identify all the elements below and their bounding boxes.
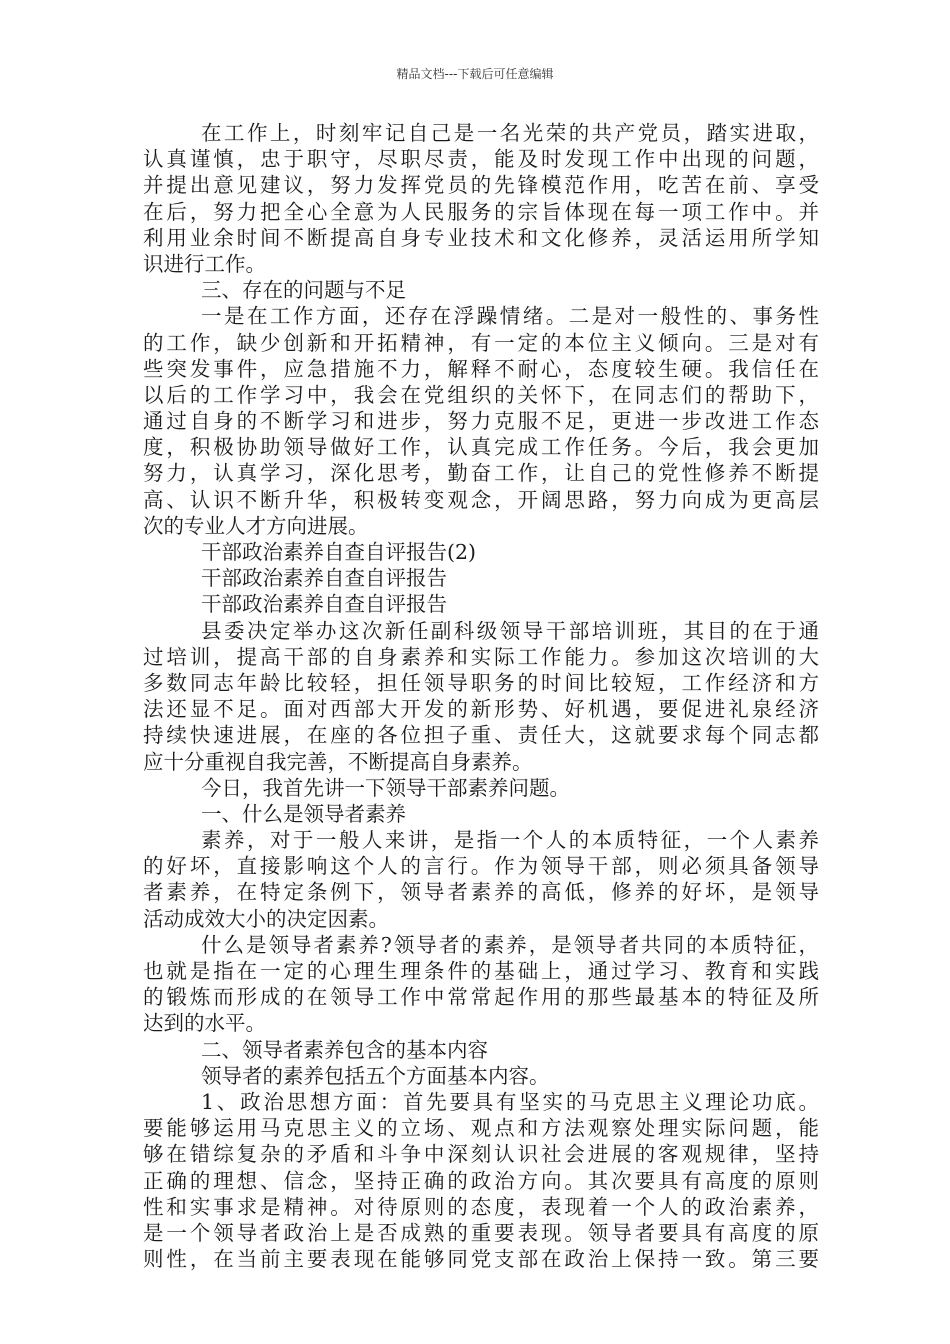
text-line: 的锻炼而形成的在领导工作中常常起作用的那些最基本的特征及所: [143, 985, 819, 1010]
text-line: 干部政治素养自查自评报告(2): [201, 540, 477, 564]
text-line: 识进行工作。: [143, 251, 266, 276]
text-line: 在工作上，时刻牢记自己是一名光荣的共产党员，踏实进取，: [201, 121, 819, 145]
text-line: 通过自身的不断学习和进步，努力克服不足，更进一步改进工作态: [143, 409, 819, 434]
text-line: 的好坏，直接影响这个人的言行。作为领导干部，则必须具备领导: [143, 854, 819, 879]
text-line: 认真谨慎，忠于职守，尽职尽责，能及时发现工作中出现的问题，: [143, 147, 819, 172]
text-line: 干部政治素养自查自评报告: [201, 566, 447, 591]
text-line: 应十分重视自我完善，不断提高自身素养。: [143, 749, 533, 774]
text-line: 领导者的素养包括五个方面基本内容。: [201, 1063, 550, 1088]
text-line: 一是在工作方面，还存在浮躁情绪。二是对一般性的、事务性: [201, 304, 819, 329]
text-line: 则性，在当前主要表现在能够同党支部在政治上保持一致。第三要: [143, 1247, 819, 1272]
text-line: 者素养，在特定条例下，领导者素养的高低，修养的好坏，是领导: [143, 880, 819, 905]
text-line: 次的专业人才方向进展。: [143, 513, 369, 538]
text-line: 的工作，缺少创新和开拓精神，有一定的本位主义倾向。三是对有: [143, 330, 819, 355]
text-line: 县委决定举办这次新任副科级领导干部培训班，其目的在于通: [201, 618, 819, 643]
text-line: 够在错综复杂的矛盾和斗争中深刻认识社会进展的客观规律，坚持: [143, 1142, 819, 1167]
text-line: 干部政治素养自查自评报告: [201, 592, 447, 617]
document-body: [143, 120, 819, 1272]
text-line: 性和实事求是精神。对待原则的态度，表现着一个人的政治素养，: [143, 1194, 819, 1219]
text-line: 也就是指在一定的心理生理条件的基础上，通过学习、教育和实践: [143, 959, 819, 983]
text-line: 持续快速进展，在座的各位担子重、责任大，这就要求每个同志都: [143, 723, 819, 748]
text-line: 一、什么是领导者素养: [201, 801, 406, 826]
text-line: 1、政治思想方面：首先要具有坚实的马克思主义理论功底。: [201, 1089, 819, 1114]
text-line: 以后的工作学习中，我会在党组织的关怀下，在同志们的帮助下，: [143, 382, 819, 407]
text-line: 些突发事件，应急措施不力，解释不耐心，态度较生硬。我信任在: [143, 356, 819, 381]
text-line: 要能够运用马克思主义的立场、观点和方法观察处理实际问题，能: [143, 1116, 819, 1141]
text-line: 多数同志年龄比较轻，担任领导职务的时间比较短，工作经济和方: [143, 670, 819, 695]
page-header: 精品文档---下载后可任意编辑: [396, 67, 554, 81]
text-line: 利用业余时间不断提高自身专业技术和文化修养，灵活运用所学知: [143, 225, 819, 250]
text-line: 达到的水平。: [143, 1011, 266, 1036]
text-line: 过培训，提高干部的自身素养和实际工作能力。参加这次培训的大: [143, 644, 819, 669]
text-line: 法还显不足。面对西部大开发的新形势、好机遇，要促进礼泉经济: [143, 697, 819, 722]
text-line: 努力，认真学习，深化思考，勤奋工作，让自己的党性修养不断提: [143, 461, 819, 486]
text-line: 素养，对于一般人来讲，是指一个人的本质特征，一个人素养: [201, 828, 819, 853]
text-line: 高、认识不断升华，积极转变观念，开阔思路，努力向成为更高层: [143, 487, 819, 512]
text-line: 三、存在的问题与不足: [201, 278, 406, 303]
text-line: 活动成效大小的决定因素。: [143, 906, 389, 931]
text-line: 正确的理想、信念，坚持正确的政治方向。其次要具有高度的原则: [143, 1168, 819, 1193]
text-line: 什么是领导者素养?领导者的素养，是领导者共同的本质特征，: [201, 932, 819, 957]
text-line: 二、领导者素养包含的基本内容: [201, 1037, 488, 1062]
text-line: 度，积极协助领导做好工作，认真完成工作任务。今后，我会更加: [143, 435, 819, 460]
text-line: 并提出意见建议，努力发挥党员的先锋模范作用，吃苦在前、享受: [143, 173, 819, 198]
text-line: 今日，我首先讲一下领导干部素养问题。: [201, 775, 570, 800]
text-line: 是一个领导者政治上是否成熟的重要表现。领导者要具有高度的原: [143, 1220, 819, 1245]
text-line: 在后，努力把全心全意为人民服务的宗旨体现在每一项工作中。并: [143, 199, 819, 224]
